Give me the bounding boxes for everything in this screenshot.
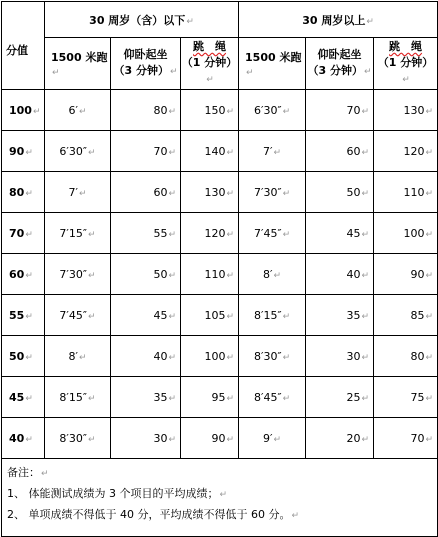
cell-situp-over-30 bbox=[306, 377, 374, 418]
paragraph-mark-icon: ↵ bbox=[402, 75, 410, 85]
paragraph-mark-icon: ↵ bbox=[366, 16, 374, 27]
group-header-under-30 bbox=[45, 2, 239, 38]
paragraph-mark-icon: ↵ bbox=[361, 311, 370, 322]
cell-run-under-30 bbox=[45, 418, 111, 459]
paragraph-mark-icon: ↵ bbox=[25, 434, 33, 445]
cell-value: 110 bbox=[403, 185, 425, 199]
paragraph-mark-icon: ↵ bbox=[168, 229, 176, 240]
cell-run-under-30 bbox=[45, 295, 111, 336]
cell-rope-under-30 bbox=[181, 336, 239, 377]
paragraph-mark-icon: ↵ bbox=[88, 434, 96, 445]
paragraph-mark-icon: ↵ bbox=[186, 16, 194, 27]
cell-value: 60 bbox=[153, 185, 168, 199]
paragraph-mark-icon: ↵ bbox=[425, 434, 434, 445]
cell-rope-under-30 bbox=[181, 213, 239, 254]
score-cell bbox=[2, 418, 45, 459]
paragraph-mark-icon: ↵ bbox=[425, 188, 434, 199]
paragraph-mark-icon: ↵ bbox=[168, 393, 176, 404]
cell-run-under-30 bbox=[45, 254, 111, 295]
paragraph-mark-icon: ↵ bbox=[361, 434, 370, 445]
paragraph-mark-icon: ↵ bbox=[226, 393, 235, 404]
cell-value: 55 bbox=[153, 226, 168, 240]
cell-value: 7′30″ bbox=[253, 185, 282, 199]
group-label-under-30: 30 周岁（含）以下 bbox=[89, 13, 186, 27]
paragraph-mark-icon: ↵ bbox=[168, 311, 176, 322]
cell-value: 35 bbox=[153, 390, 168, 404]
cell-run-over-30 bbox=[239, 418, 306, 459]
score-value: 40 bbox=[9, 431, 25, 445]
cell-rope-over-30 bbox=[374, 90, 438, 131]
cell-value: 6′ bbox=[68, 103, 78, 117]
score-value: 100 bbox=[9, 103, 32, 117]
cell-situp-under-30 bbox=[111, 131, 181, 172]
column-header-rope-under-30 bbox=[181, 38, 239, 90]
paragraph-mark-icon: ↵ bbox=[88, 311, 96, 322]
paragraph-mark-icon: ↵ bbox=[273, 270, 282, 281]
paragraph-mark-icon: ↵ bbox=[364, 67, 372, 77]
paragraph-mark-icon: ↵ bbox=[168, 147, 176, 158]
paragraph-mark-icon: ↵ bbox=[169, 67, 178, 77]
cell-value: 85 bbox=[410, 308, 425, 322]
column-header-situp-over-30 bbox=[306, 38, 374, 90]
cell-value: 40 bbox=[153, 349, 168, 363]
column-header-run-over-30 bbox=[239, 38, 306, 90]
paragraph-mark-icon: ↵ bbox=[246, 68, 254, 78]
cell-run-over-30 bbox=[239, 131, 306, 172]
score-cell bbox=[2, 90, 45, 131]
paragraph-mark-icon: ↵ bbox=[273, 434, 282, 445]
column-sublabel: （3 分钟） bbox=[113, 64, 169, 77]
score-value: 55 bbox=[9, 308, 25, 322]
paragraph-mark-icon: ↵ bbox=[282, 188, 291, 199]
cell-situp-under-30 bbox=[111, 172, 181, 213]
score-value: 60 bbox=[9, 267, 25, 281]
column-header-situp-under-30 bbox=[111, 38, 181, 90]
paragraph-mark-icon: ↵ bbox=[25, 270, 33, 281]
cell-value: 7′ bbox=[263, 144, 273, 158]
cell-rope-under-30 bbox=[181, 172, 239, 213]
paragraph-mark-icon: ↵ bbox=[88, 229, 96, 240]
column-label: 仰卧起坐 bbox=[317, 48, 362, 61]
table-row bbox=[2, 336, 438, 377]
paragraph-mark-icon: ↵ bbox=[41, 469, 49, 479]
column-sublabel: （1 分钟） bbox=[181, 56, 238, 69]
cell-value: 80 bbox=[410, 349, 425, 363]
paragraph-mark-icon: ↵ bbox=[52, 68, 60, 78]
score-cell bbox=[2, 254, 45, 295]
column-label: 跳 绳 bbox=[389, 40, 423, 53]
cell-situp-over-30 bbox=[306, 213, 374, 254]
table-row bbox=[2, 213, 438, 254]
table-row bbox=[2, 254, 438, 295]
cell-run-over-30 bbox=[239, 172, 306, 213]
cell-value: 50 bbox=[153, 267, 168, 281]
score-cell bbox=[2, 295, 45, 336]
paragraph-mark-icon: ↵ bbox=[361, 147, 370, 158]
cell-run-over-30 bbox=[239, 254, 306, 295]
paragraph-mark-icon: ↵ bbox=[226, 352, 235, 363]
cell-value: 20 bbox=[346, 431, 361, 445]
cell-rope-under-30 bbox=[181, 254, 239, 295]
cell-situp-under-30 bbox=[111, 254, 181, 295]
cell-value: 95 bbox=[211, 390, 226, 404]
notes-title: 备注： bbox=[7, 466, 40, 479]
paragraph-mark-icon: ↵ bbox=[88, 270, 96, 281]
cell-value: 35 bbox=[346, 308, 361, 322]
paragraph-mark-icon: ↵ bbox=[282, 393, 291, 404]
score-header-cell bbox=[2, 2, 45, 90]
paragraph-mark-icon: ↵ bbox=[168, 352, 176, 363]
cell-value: 40 bbox=[346, 267, 361, 281]
cell-run-under-30 bbox=[45, 90, 111, 131]
cell-situp-over-30 bbox=[306, 336, 374, 377]
notes-row bbox=[2, 459, 438, 537]
column-sublabel: （3 分钟） bbox=[307, 64, 363, 77]
paragraph-mark-icon: ↵ bbox=[361, 352, 370, 363]
paragraph-mark-icon: ↵ bbox=[226, 311, 235, 322]
score-cell bbox=[2, 131, 45, 172]
group-header-row bbox=[2, 2, 438, 38]
score-value: 50 bbox=[9, 349, 25, 363]
fitness-score-document bbox=[1, 1, 437, 537]
paragraph-mark-icon: ↵ bbox=[226, 106, 235, 117]
paragraph-mark-icon: ↵ bbox=[25, 352, 33, 363]
score-cell bbox=[2, 213, 45, 254]
paragraph-mark-icon: ↵ bbox=[226, 270, 235, 281]
paragraph-mark-icon: ↵ bbox=[273, 147, 282, 158]
cell-run-over-30 bbox=[239, 377, 306, 418]
cell-run-over-30 bbox=[239, 213, 306, 254]
paragraph-mark-icon: ↵ bbox=[361, 270, 370, 281]
paragraph-mark-icon: ↵ bbox=[361, 106, 370, 117]
cell-value: 140 bbox=[204, 144, 226, 158]
paragraph-mark-icon: ↵ bbox=[425, 393, 434, 404]
cell-value: 130 bbox=[403, 103, 425, 117]
cell-value: 70 bbox=[153, 144, 168, 158]
cell-situp-under-30 bbox=[111, 336, 181, 377]
paragraph-mark-icon: ↵ bbox=[168, 434, 176, 445]
cell-value: 8′15″ bbox=[59, 390, 88, 404]
cell-value: 45 bbox=[153, 308, 168, 322]
cell-value: 110 bbox=[204, 267, 226, 281]
cell-rope-over-30 bbox=[374, 377, 438, 418]
cell-value: 8′45″ bbox=[253, 390, 282, 404]
cell-value: 45 bbox=[346, 226, 361, 240]
paragraph-mark-icon: ↵ bbox=[78, 352, 87, 363]
cell-value: 6′30″ bbox=[253, 103, 282, 117]
paragraph-mark-icon: ↵ bbox=[25, 393, 33, 404]
cell-value: 120 bbox=[204, 226, 226, 240]
column-header-rope-over-30 bbox=[374, 38, 438, 90]
paragraph-mark-icon: ↵ bbox=[425, 106, 434, 117]
cell-value: 30 bbox=[153, 431, 168, 445]
paragraph-mark-icon: ↵ bbox=[32, 106, 41, 117]
table-row bbox=[2, 172, 438, 213]
table-row bbox=[2, 295, 438, 336]
cell-value: 7′45″ bbox=[253, 226, 282, 240]
cell-value: 30 bbox=[346, 349, 361, 363]
score-cell bbox=[2, 336, 45, 377]
paragraph-mark-icon: ↵ bbox=[168, 106, 176, 117]
fitness-score-table bbox=[1, 1, 438, 537]
cell-situp-under-30 bbox=[111, 377, 181, 418]
paragraph-mark-icon: ↵ bbox=[78, 188, 87, 199]
cell-value: 70 bbox=[410, 431, 425, 445]
cell-run-under-30 bbox=[45, 131, 111, 172]
cell-rope-under-30 bbox=[181, 131, 239, 172]
paragraph-mark-icon: ↵ bbox=[425, 229, 434, 240]
paragraph-mark-icon: ↵ bbox=[425, 270, 434, 281]
cell-value: 9′ bbox=[263, 431, 273, 445]
score-rows bbox=[2, 90, 438, 459]
cell-rope-under-30 bbox=[181, 418, 239, 459]
cell-value: 100 bbox=[403, 226, 425, 240]
paragraph-mark-icon: ↵ bbox=[425, 147, 434, 158]
cell-rope-over-30 bbox=[374, 172, 438, 213]
paragraph-mark-icon: ↵ bbox=[361, 229, 370, 240]
paragraph-mark-icon: ↵ bbox=[88, 393, 96, 404]
paragraph-mark-icon: ↵ bbox=[168, 270, 176, 281]
cell-value: 130 bbox=[204, 185, 226, 199]
cell-situp-over-30 bbox=[306, 418, 374, 459]
cell-situp-under-30 bbox=[111, 418, 181, 459]
paragraph-mark-icon: ↵ bbox=[226, 147, 235, 158]
cell-value: 6′30″ bbox=[59, 144, 88, 158]
cell-value: 150 bbox=[204, 103, 226, 117]
paragraph-mark-icon: ↵ bbox=[361, 393, 370, 404]
cell-rope-under-30 bbox=[181, 295, 239, 336]
cell-situp-over-30 bbox=[306, 254, 374, 295]
cell-value: 80 bbox=[153, 103, 168, 117]
score-cell bbox=[2, 172, 45, 213]
paragraph-mark-icon: ↵ bbox=[78, 106, 87, 117]
cell-value: 90 bbox=[211, 431, 226, 445]
cell-value: 7′30″ bbox=[59, 267, 88, 281]
cell-value: 90 bbox=[410, 267, 425, 281]
cell-value: 8′ bbox=[263, 267, 273, 281]
paragraph-mark-icon: ↵ bbox=[25, 188, 33, 199]
cell-situp-under-30 bbox=[111, 90, 181, 131]
column-label: 跳 绳 bbox=[193, 40, 227, 53]
paragraph-mark-icon: ↵ bbox=[206, 75, 214, 85]
column-label: 1500 米跑 bbox=[245, 51, 302, 64]
cell-rope-over-30 bbox=[374, 336, 438, 377]
paragraph-mark-icon: ↵ bbox=[361, 188, 370, 199]
cell-rope-under-30 bbox=[181, 377, 239, 418]
cell-run-over-30 bbox=[239, 295, 306, 336]
cell-value: 100 bbox=[204, 349, 226, 363]
paragraph-mark-icon: ↵ bbox=[226, 188, 235, 199]
paragraph-mark-icon: ↵ bbox=[25, 147, 33, 158]
paragraph-mark-icon: ↵ bbox=[282, 229, 291, 240]
table-row bbox=[2, 377, 438, 418]
cell-situp-over-30 bbox=[306, 172, 374, 213]
paragraph-mark-icon: ↵ bbox=[425, 352, 434, 363]
score-value: 70 bbox=[9, 226, 25, 240]
cell-run-under-30 bbox=[45, 213, 111, 254]
column-label: 1500 米跑 bbox=[51, 51, 108, 64]
group-label-over-30: 30 周岁以上 bbox=[302, 13, 366, 27]
score-value: 80 bbox=[9, 185, 25, 199]
table-row bbox=[2, 90, 438, 131]
paragraph-mark-icon: ↵ bbox=[282, 311, 291, 322]
cell-situp-over-30 bbox=[306, 90, 374, 131]
notes-cell bbox=[2, 459, 438, 537]
cell-rope-over-30 bbox=[374, 418, 438, 459]
cell-rope-over-30 bbox=[374, 295, 438, 336]
cell-run-under-30 bbox=[45, 172, 111, 213]
cell-run-under-30 bbox=[45, 377, 111, 418]
cell-value: 8′15″ bbox=[253, 308, 282, 322]
cell-value: 50 bbox=[346, 185, 361, 199]
cell-value: 7′45″ bbox=[59, 308, 88, 322]
paragraph-mark-icon: ↵ bbox=[226, 434, 235, 445]
cell-situp-under-30 bbox=[111, 295, 181, 336]
cell-value: 75 bbox=[410, 390, 425, 404]
group-header-over-30 bbox=[239, 2, 438, 38]
note-line: 1、 体能测试成绩为 3 个项目的平均成绩； bbox=[7, 487, 219, 500]
cell-rope-over-30 bbox=[374, 131, 438, 172]
score-value: 90 bbox=[9, 144, 25, 158]
cell-value: 8′30″ bbox=[59, 431, 88, 445]
column-header-row bbox=[2, 38, 438, 90]
column-header-run-under-30 bbox=[45, 38, 111, 90]
cell-situp-over-30 bbox=[306, 131, 374, 172]
paragraph-mark-icon: ↵ bbox=[282, 352, 291, 363]
paragraph-mark-icon: ↵ bbox=[168, 188, 176, 199]
cell-run-under-30 bbox=[45, 336, 111, 377]
paragraph-mark-icon: ↵ bbox=[25, 311, 33, 322]
paragraph-mark-icon: ↵ bbox=[226, 229, 235, 240]
column-sublabel: （1 分钟） bbox=[377, 56, 434, 69]
cell-value: 60 bbox=[346, 144, 361, 158]
paragraph-mark-icon: ↵ bbox=[425, 311, 434, 322]
score-cell bbox=[2, 377, 45, 418]
score-header-label: 分值 bbox=[6, 44, 28, 57]
paragraph-mark-icon: ↵ bbox=[282, 106, 291, 117]
paragraph-mark-icon: ↵ bbox=[219, 490, 228, 500]
table-row bbox=[2, 131, 438, 172]
cell-run-over-30 bbox=[239, 90, 306, 131]
paragraph-mark-icon: ↵ bbox=[25, 229, 33, 240]
cell-value: 7′ bbox=[68, 185, 78, 199]
cell-rope-over-30 bbox=[374, 254, 438, 295]
cell-value: 25 bbox=[346, 390, 361, 404]
column-label: 仰卧起坐 bbox=[123, 48, 168, 61]
table-row bbox=[2, 418, 438, 459]
cell-run-over-30 bbox=[239, 336, 306, 377]
score-value: 45 bbox=[9, 390, 25, 404]
cell-situp-over-30 bbox=[306, 295, 374, 336]
cell-value: 8′ bbox=[68, 349, 78, 363]
cell-value: 8′30″ bbox=[253, 349, 282, 363]
cell-situp-under-30 bbox=[111, 213, 181, 254]
cell-value: 120 bbox=[403, 144, 425, 158]
cell-rope-over-30 bbox=[374, 213, 438, 254]
cell-value: 7′15″ bbox=[59, 226, 88, 240]
paragraph-mark-icon: ↵ bbox=[291, 511, 300, 521]
cell-value: 105 bbox=[204, 308, 226, 322]
note-line: 2、 单项成绩不得低于 40 分，平均成绩不得低于 60 分。 bbox=[7, 508, 291, 521]
cell-rope-under-30 bbox=[181, 90, 239, 131]
paragraph-mark-icon: ↵ bbox=[88, 147, 96, 158]
cell-value: 70 bbox=[346, 103, 361, 117]
